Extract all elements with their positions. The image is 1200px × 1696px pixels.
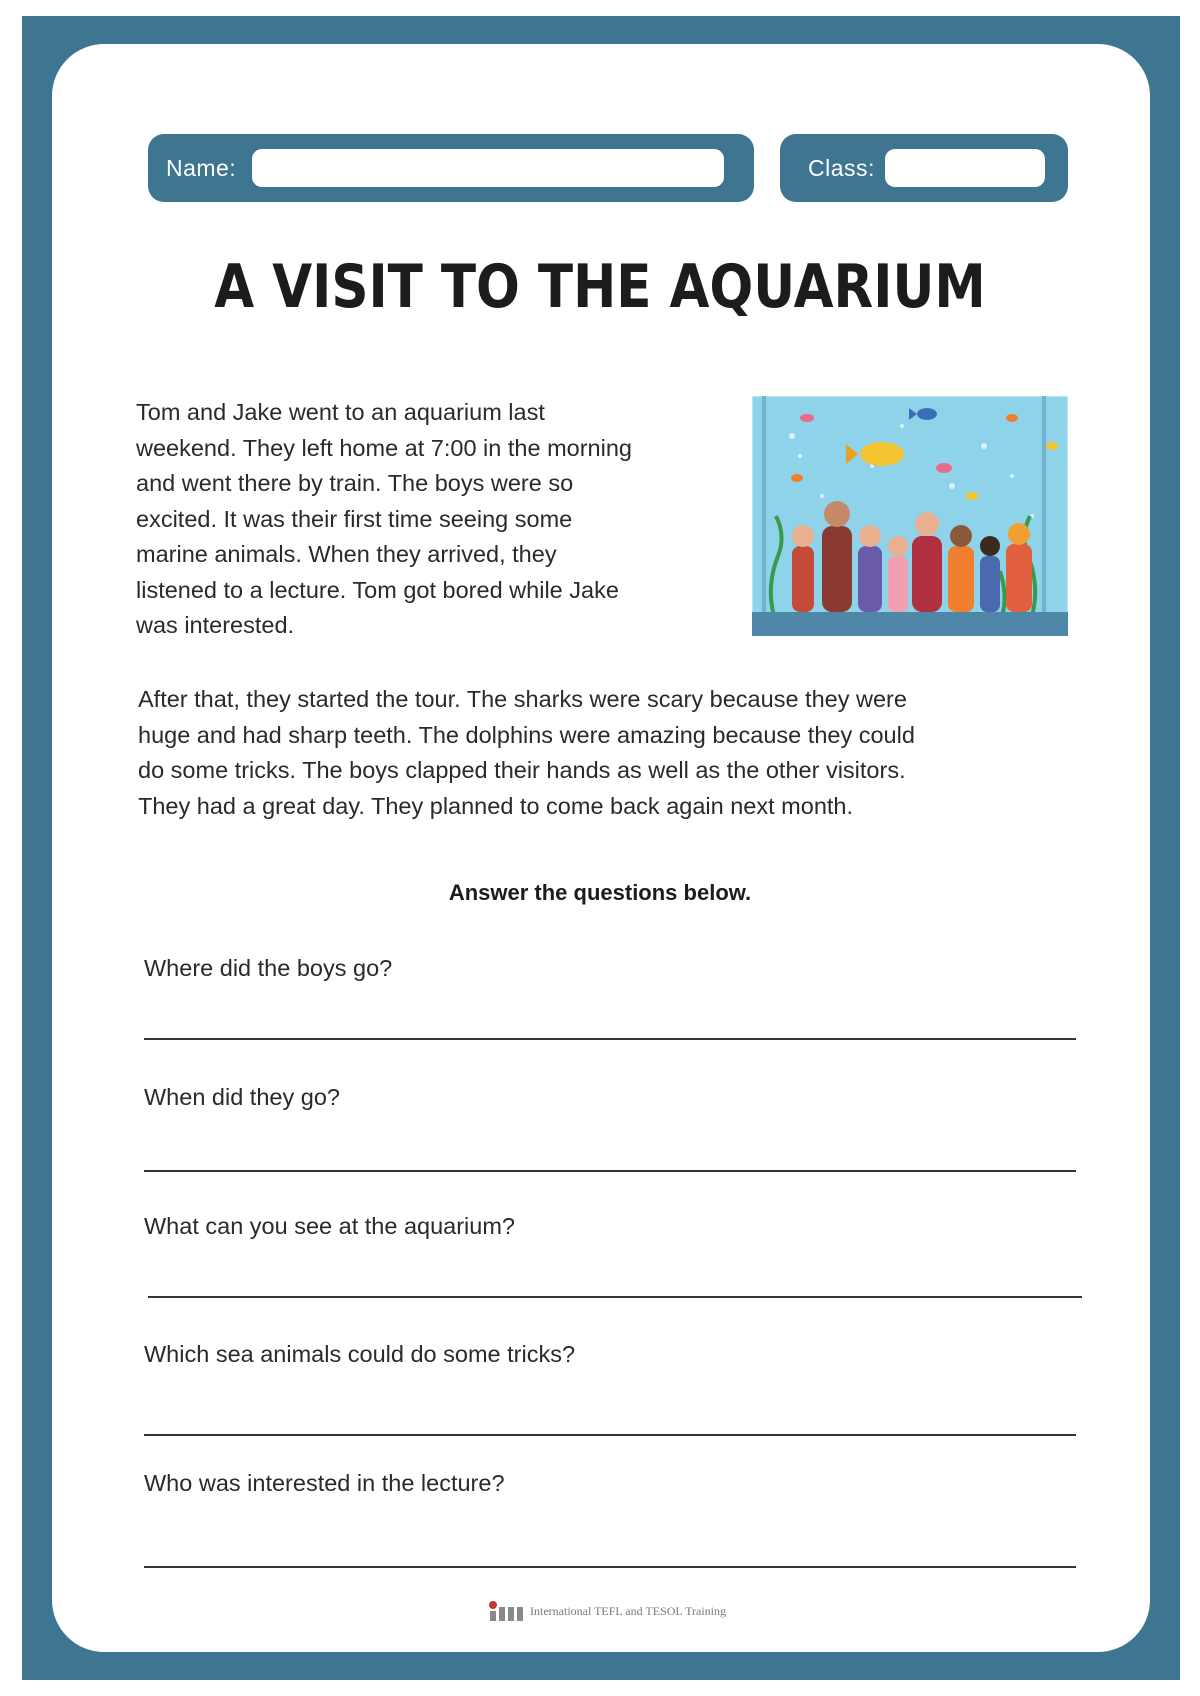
answer-line-4[interactable] (144, 1434, 1076, 1436)
answer-line-1[interactable] (144, 1038, 1076, 1040)
passage-line: huge and had sharp teeth. The dolphins were amazing because they could (138, 721, 915, 748)
name-input[interactable] (252, 149, 724, 187)
question-2: When did they go? (144, 1084, 340, 1110)
class-input[interactable] (885, 149, 1045, 187)
passage-line: listened to a lecture. Tom got bored while Jake (136, 576, 619, 603)
instructions-heading: Answer the questions below. (448, 880, 752, 905)
passage-line: After that, they started the tour. The sharks were scary because they were (138, 686, 907, 712)
passage-line: They had a great day. They planned to come back again next month. (138, 792, 854, 819)
name-field-box (148, 134, 754, 202)
passage-line: Tom and Jake went to an aquarium last (136, 399, 545, 425)
aquarium-illustration (752, 396, 1068, 636)
passage-paragraph-1 (136, 395, 736, 644)
answer-line-2[interactable] (144, 1170, 1076, 1172)
passage-paragraph-2 (138, 682, 1078, 824)
passage-line: and went there by train. The boys were so (136, 470, 574, 496)
footer-logo (486, 1596, 726, 1626)
worksheet-title: A VISIT TO THE AQUARIUM (214, 252, 986, 322)
answer-line-3[interactable] (148, 1296, 1082, 1298)
question-4: Which sea animals could do some tricks? (144, 1341, 576, 1367)
passage-line: marine animals. When they arrived, they (136, 541, 557, 567)
question-1: Where did the boys go? (144, 955, 393, 981)
passage-line: do some tricks. The boys clapped their hands as well as the other visitors. (138, 757, 906, 783)
passage-line: weekend. They left home at 7:00 in the morning (136, 434, 632, 461)
name-label: Name: (166, 154, 237, 181)
class-field-box (780, 134, 1068, 202)
question-3: What can you see at the aquarium? (144, 1213, 515, 1239)
passage-line: was interested. (136, 612, 295, 638)
question-5: Who was interested in the lecture? (144, 1470, 505, 1496)
passage-line: excited. It was their first time seeing some (136, 505, 573, 532)
footer-org-text: International TEFL and TESOL Training (530, 1603, 726, 1618)
answer-line-5[interactable] (144, 1566, 1076, 1568)
ittt-logo-icon (486, 1599, 524, 1623)
class-label: Class: (808, 154, 875, 181)
